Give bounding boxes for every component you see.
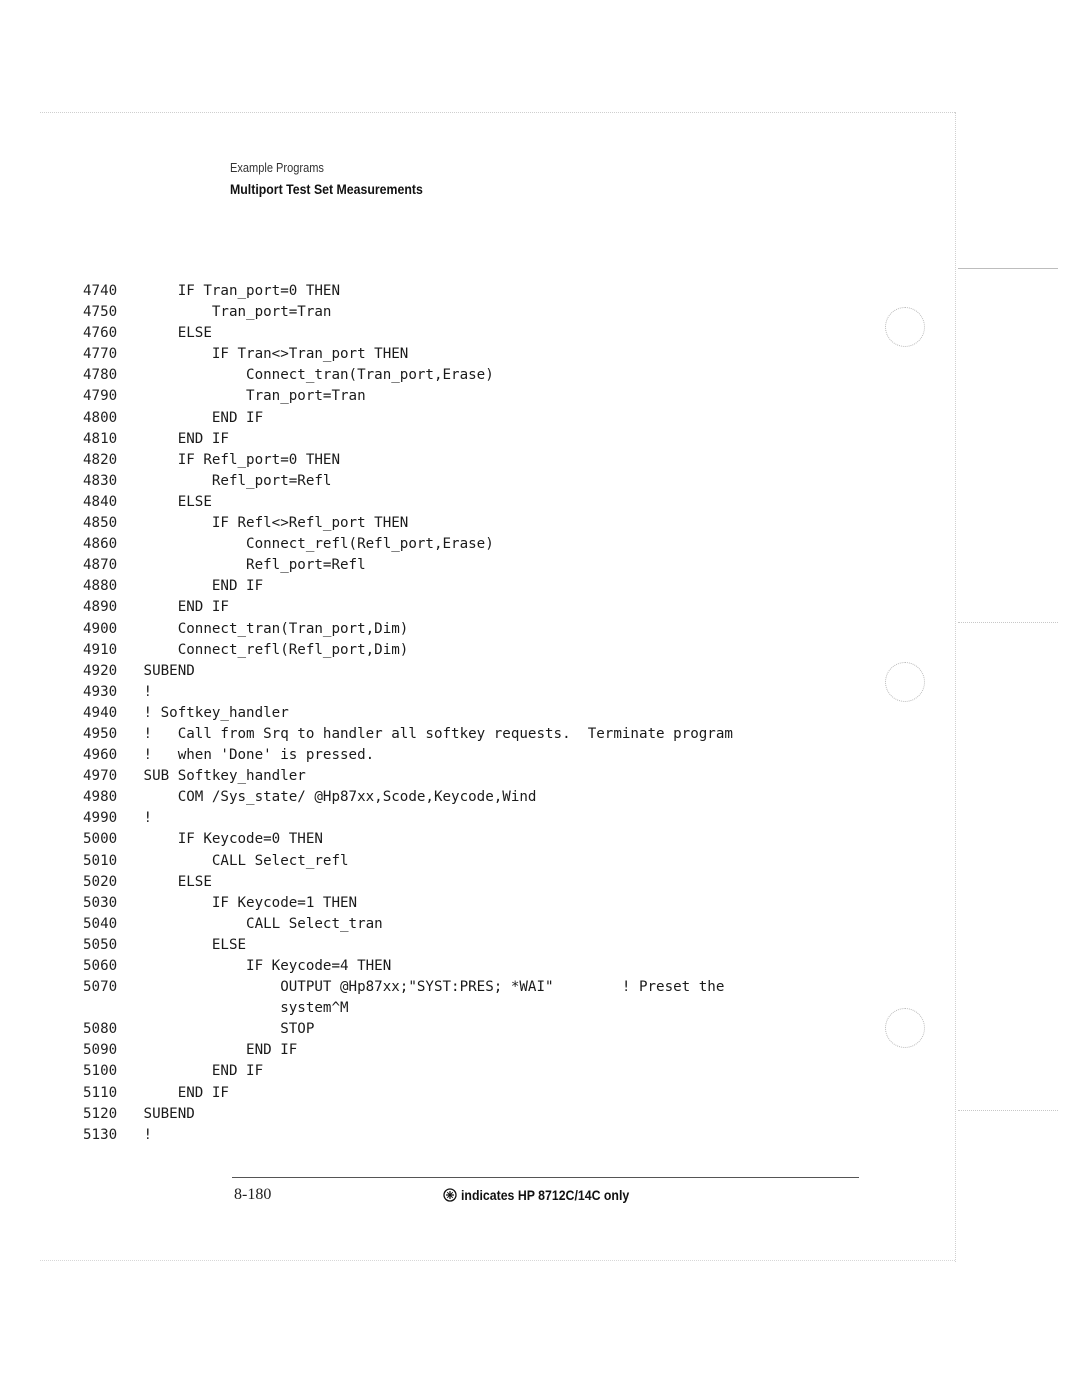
code-line (83, 555, 883, 576)
line-number: 4810 (83, 430, 118, 447)
line-text: Tran_port=Tran (135, 388, 366, 405)
code-line (83, 386, 883, 407)
line-text: Connect_tran(Tran_port,Dim) (135, 620, 409, 637)
line-number: 5030 (83, 894, 118, 911)
page-number: 8-180 (234, 1186, 272, 1203)
line-text: Connect_refl(Refl_port,Erase) (135, 536, 494, 553)
line-text: Connect_tran(Tran_port,Erase) (135, 367, 494, 384)
line-number: 5070 (83, 979, 118, 996)
line-text: SUB Softkey_handler (135, 768, 306, 785)
line-number: 4840 (83, 493, 118, 510)
code-line (83, 956, 883, 977)
punch-hole (885, 1008, 925, 1048)
code-line (83, 724, 883, 745)
code-line (83, 1061, 883, 1082)
line-number: 4890 (83, 599, 118, 616)
code-line (83, 682, 883, 703)
line-number: 4900 (83, 620, 118, 637)
code-line (83, 281, 883, 302)
line-number: 5020 (83, 873, 118, 890)
line-text: ELSE (135, 873, 212, 890)
line-number: 4780 (83, 367, 118, 384)
code-line (83, 302, 883, 323)
line-text: END IF (135, 1042, 298, 1059)
code-line (83, 787, 883, 808)
line-text: system^M (135, 1000, 349, 1017)
code-line (83, 872, 883, 893)
code-line (83, 1125, 883, 1146)
page-title: Multiport Test Set Measurements (230, 181, 423, 197)
line-text: ELSE (135, 493, 212, 510)
code-line (83, 408, 883, 429)
code-line (83, 745, 883, 766)
line-text: END IF (135, 599, 229, 616)
code-line (83, 1019, 883, 1040)
line-number: 4990 (83, 810, 118, 827)
code-line (83, 998, 883, 1019)
line-number: 5080 (83, 1021, 118, 1038)
line-text: IF Tran<>Tran_port THEN (135, 346, 409, 363)
line-text: ! Softkey_handler (135, 704, 289, 721)
line-text: END IF (135, 1063, 264, 1080)
line-number: 4860 (83, 536, 118, 553)
line-text: SUBEND (135, 1105, 195, 1122)
line-number: 5120 (83, 1105, 118, 1122)
footer-note-text: indicates HP 8712C/14C only (461, 1187, 630, 1203)
margin-tick (958, 268, 1058, 269)
line-number: 4930 (83, 683, 118, 700)
line-number: 5010 (83, 852, 118, 869)
line-text: IF Refl_port=0 THEN (135, 451, 340, 468)
code-line (83, 977, 883, 998)
line-number: 5000 (83, 831, 118, 848)
line-number: 5110 (83, 1084, 118, 1101)
margin-tick (958, 622, 1058, 623)
line-text: COM /Sys_state/ @Hp87xx,Scode,Keycode,Wind (135, 789, 537, 806)
code-line (83, 914, 883, 935)
code-line (83, 576, 883, 597)
code-line (83, 365, 883, 386)
code-line (83, 829, 883, 850)
code-line (83, 534, 883, 555)
section-label: Example Programs (230, 160, 324, 175)
code-line (83, 597, 883, 618)
page-edge-right (955, 112, 956, 1262)
code-line (83, 513, 883, 534)
code-listing (83, 281, 883, 1146)
line-text: Connect_refl(Refl_port,Dim) (135, 641, 409, 658)
code-line (83, 851, 883, 872)
code-line (83, 344, 883, 365)
line-number: 4910 (83, 641, 118, 658)
page-edge-top (40, 112, 955, 113)
hp-compatibility-icon (443, 1188, 457, 1202)
line-text: ! (135, 683, 153, 700)
line-number: 5100 (83, 1063, 118, 1080)
page-header (230, 160, 449, 197)
line-text: ! (135, 810, 153, 827)
line-text: CALL Select_refl (135, 852, 349, 869)
line-text: IF Keycode=0 THEN (135, 831, 323, 848)
line-number: 5040 (83, 915, 118, 932)
code-line (83, 1083, 883, 1104)
line-number: 4970 (83, 768, 118, 785)
line-text: ! (135, 1126, 153, 1143)
line-number: 4850 (83, 515, 118, 532)
code-line (83, 323, 883, 344)
line-number: 4960 (83, 747, 118, 764)
code-line (83, 766, 883, 787)
line-text: SUBEND (135, 662, 195, 679)
line-text: END IF (135, 578, 264, 595)
page-edge-bottom (40, 1260, 955, 1261)
line-text: IF Keycode=1 THEN (135, 894, 358, 911)
line-number: 4870 (83, 557, 118, 574)
line-number: 4880 (83, 578, 118, 595)
line-number: 4950 (83, 725, 118, 742)
line-number: 4920 (83, 662, 118, 679)
line-text: ELSE (135, 936, 247, 953)
line-text: END IF (135, 1084, 229, 1101)
line-number: 4760 (83, 325, 118, 342)
code-line (83, 471, 883, 492)
line-number: 4830 (83, 472, 118, 489)
line-text: CALL Select_tran (135, 915, 383, 932)
line-number: 5090 (83, 1042, 118, 1059)
line-text: Refl_port=Refl (135, 472, 332, 489)
punch-hole (885, 662, 925, 702)
code-line (83, 492, 883, 513)
line-text: Refl_port=Refl (135, 557, 366, 574)
code-line (83, 935, 883, 956)
line-text: IF Refl<>Refl_port THEN (135, 515, 409, 532)
line-text: ! when 'Done' is pressed. (135, 747, 375, 764)
code-line (83, 429, 883, 450)
line-text: Tran_port=Tran (135, 304, 332, 321)
footer-rule (232, 1177, 859, 1178)
code-line (83, 703, 883, 724)
line-text: END IF (135, 409, 264, 426)
line-number (83, 998, 135, 1019)
punch-hole (885, 307, 925, 347)
footer-note (443, 1187, 652, 1203)
code-line (83, 450, 883, 471)
line-text: IF Keycode=4 THEN (135, 958, 392, 974)
code-line (83, 1040, 883, 1061)
margin-tick (958, 1110, 1058, 1111)
line-number: 4750 (83, 304, 118, 321)
line-number: 5130 (83, 1126, 118, 1143)
line-number: 4740 (83, 283, 118, 299)
line-text: ELSE (135, 325, 212, 342)
line-number: 5060 (83, 958, 118, 974)
line-number: 4790 (83, 388, 118, 405)
line-number: 4800 (83, 409, 118, 426)
line-number: 4820 (83, 451, 118, 468)
code-line (83, 640, 883, 661)
code-line (83, 661, 883, 682)
line-number: 4770 (83, 346, 118, 363)
line-text: OUTPUT @Hp87xx;"SYST:PRES; *WAI" ! Preset the (135, 979, 725, 996)
code-line (83, 893, 883, 914)
line-text: END IF (135, 430, 229, 447)
code-line (83, 808, 883, 829)
line-text: IF Tran_port=0 THEN (135, 283, 340, 299)
line-number: 5050 (83, 936, 118, 953)
line-text: STOP (135, 1021, 315, 1038)
code-line (83, 619, 883, 640)
line-text: ! Call from Srq to handler all softkey requests. Terminate program (135, 725, 733, 742)
line-number: 4980 (83, 789, 118, 806)
line-number: 4940 (83, 704, 118, 721)
code-line (83, 1104, 883, 1125)
